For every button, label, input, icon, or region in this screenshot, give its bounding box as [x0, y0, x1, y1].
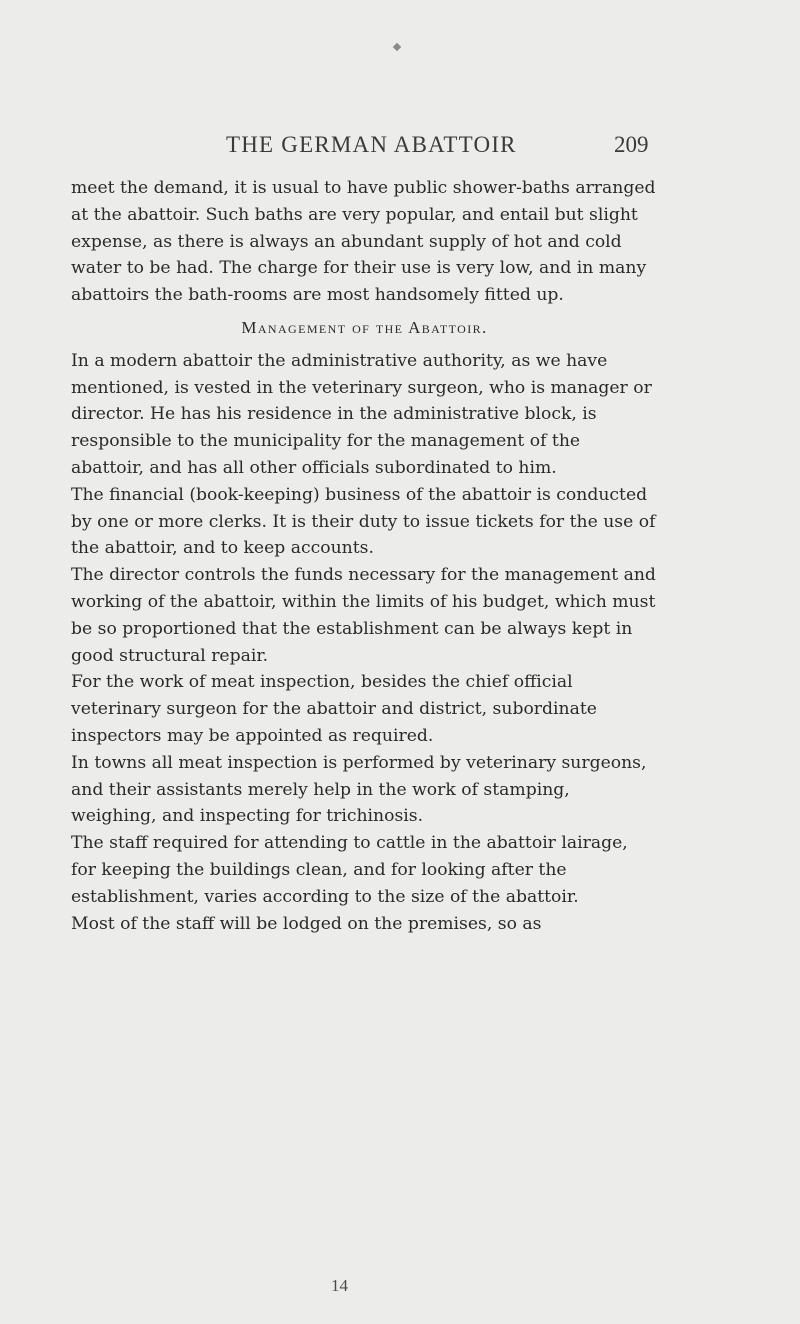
paragraph-5: For the work of meat inspection, besides the chief official veterinary surgeon for the abattoir and district, subordinate inspectors may be appointed as required.: [71, 672, 597, 746]
paragraph-7: The staff required for attending to cattle in the abattoir lairage, for keeping the buildings clean, and for looking after the establishment, varies according to the size of the abattoir.: [71, 833, 628, 907]
paragraph-3: The financial (book-keeping) business of the abattoir is conducted by one or more clerks. It is their duty to issue tickets for the use of the abattoir, and to keep accounts.: [71, 484, 656, 559]
paragraph-2: In a modern abattoir the administrative authority, as we have mentioned, is vested in the veterinary surgeon, who is manager or director. He has his residence in the administrative block, is responsible to the municipality for the management of the abattoir, and has all other officials subordinated to him.: [71, 350, 652, 478]
printer-signature: 14: [331, 1276, 348, 1295]
ornament-mark: [393, 43, 401, 51]
paragraph-1: meet the demand, it is usual to have public shower-baths arranged at the abattoir. Such baths are very popular, and entail but slight expense, as there is always an abundant supply of hot and cold water to be had. The charge for their use is very low, and in many abattoirs the bath-rooms are most handsomely fitted up.: [71, 178, 656, 306]
body-text: [71, 175, 658, 937]
paragraph-6: In towns all meat inspection is performed by veterinary surgeons, and their assistants merely help in the work of stamping, weighing, and inspecting for trichinosis.: [71, 752, 647, 827]
running-head: [0, 132, 800, 162]
running-title: THE GERMAN ABATTOIR: [226, 132, 517, 157]
paragraph-4: The director controls the funds necessary for the management and working of the abattoir, within the limits of his budget, which must be so proportioned that the establishment can be always kept in good structural repair.: [71, 565, 656, 666]
paragraph-8: Most of the staff will be lodged on the premises, so as: [71, 913, 542, 934]
section-heading: Management of the Abattoir.: [241, 317, 488, 337]
page-number: 209: [614, 132, 649, 157]
